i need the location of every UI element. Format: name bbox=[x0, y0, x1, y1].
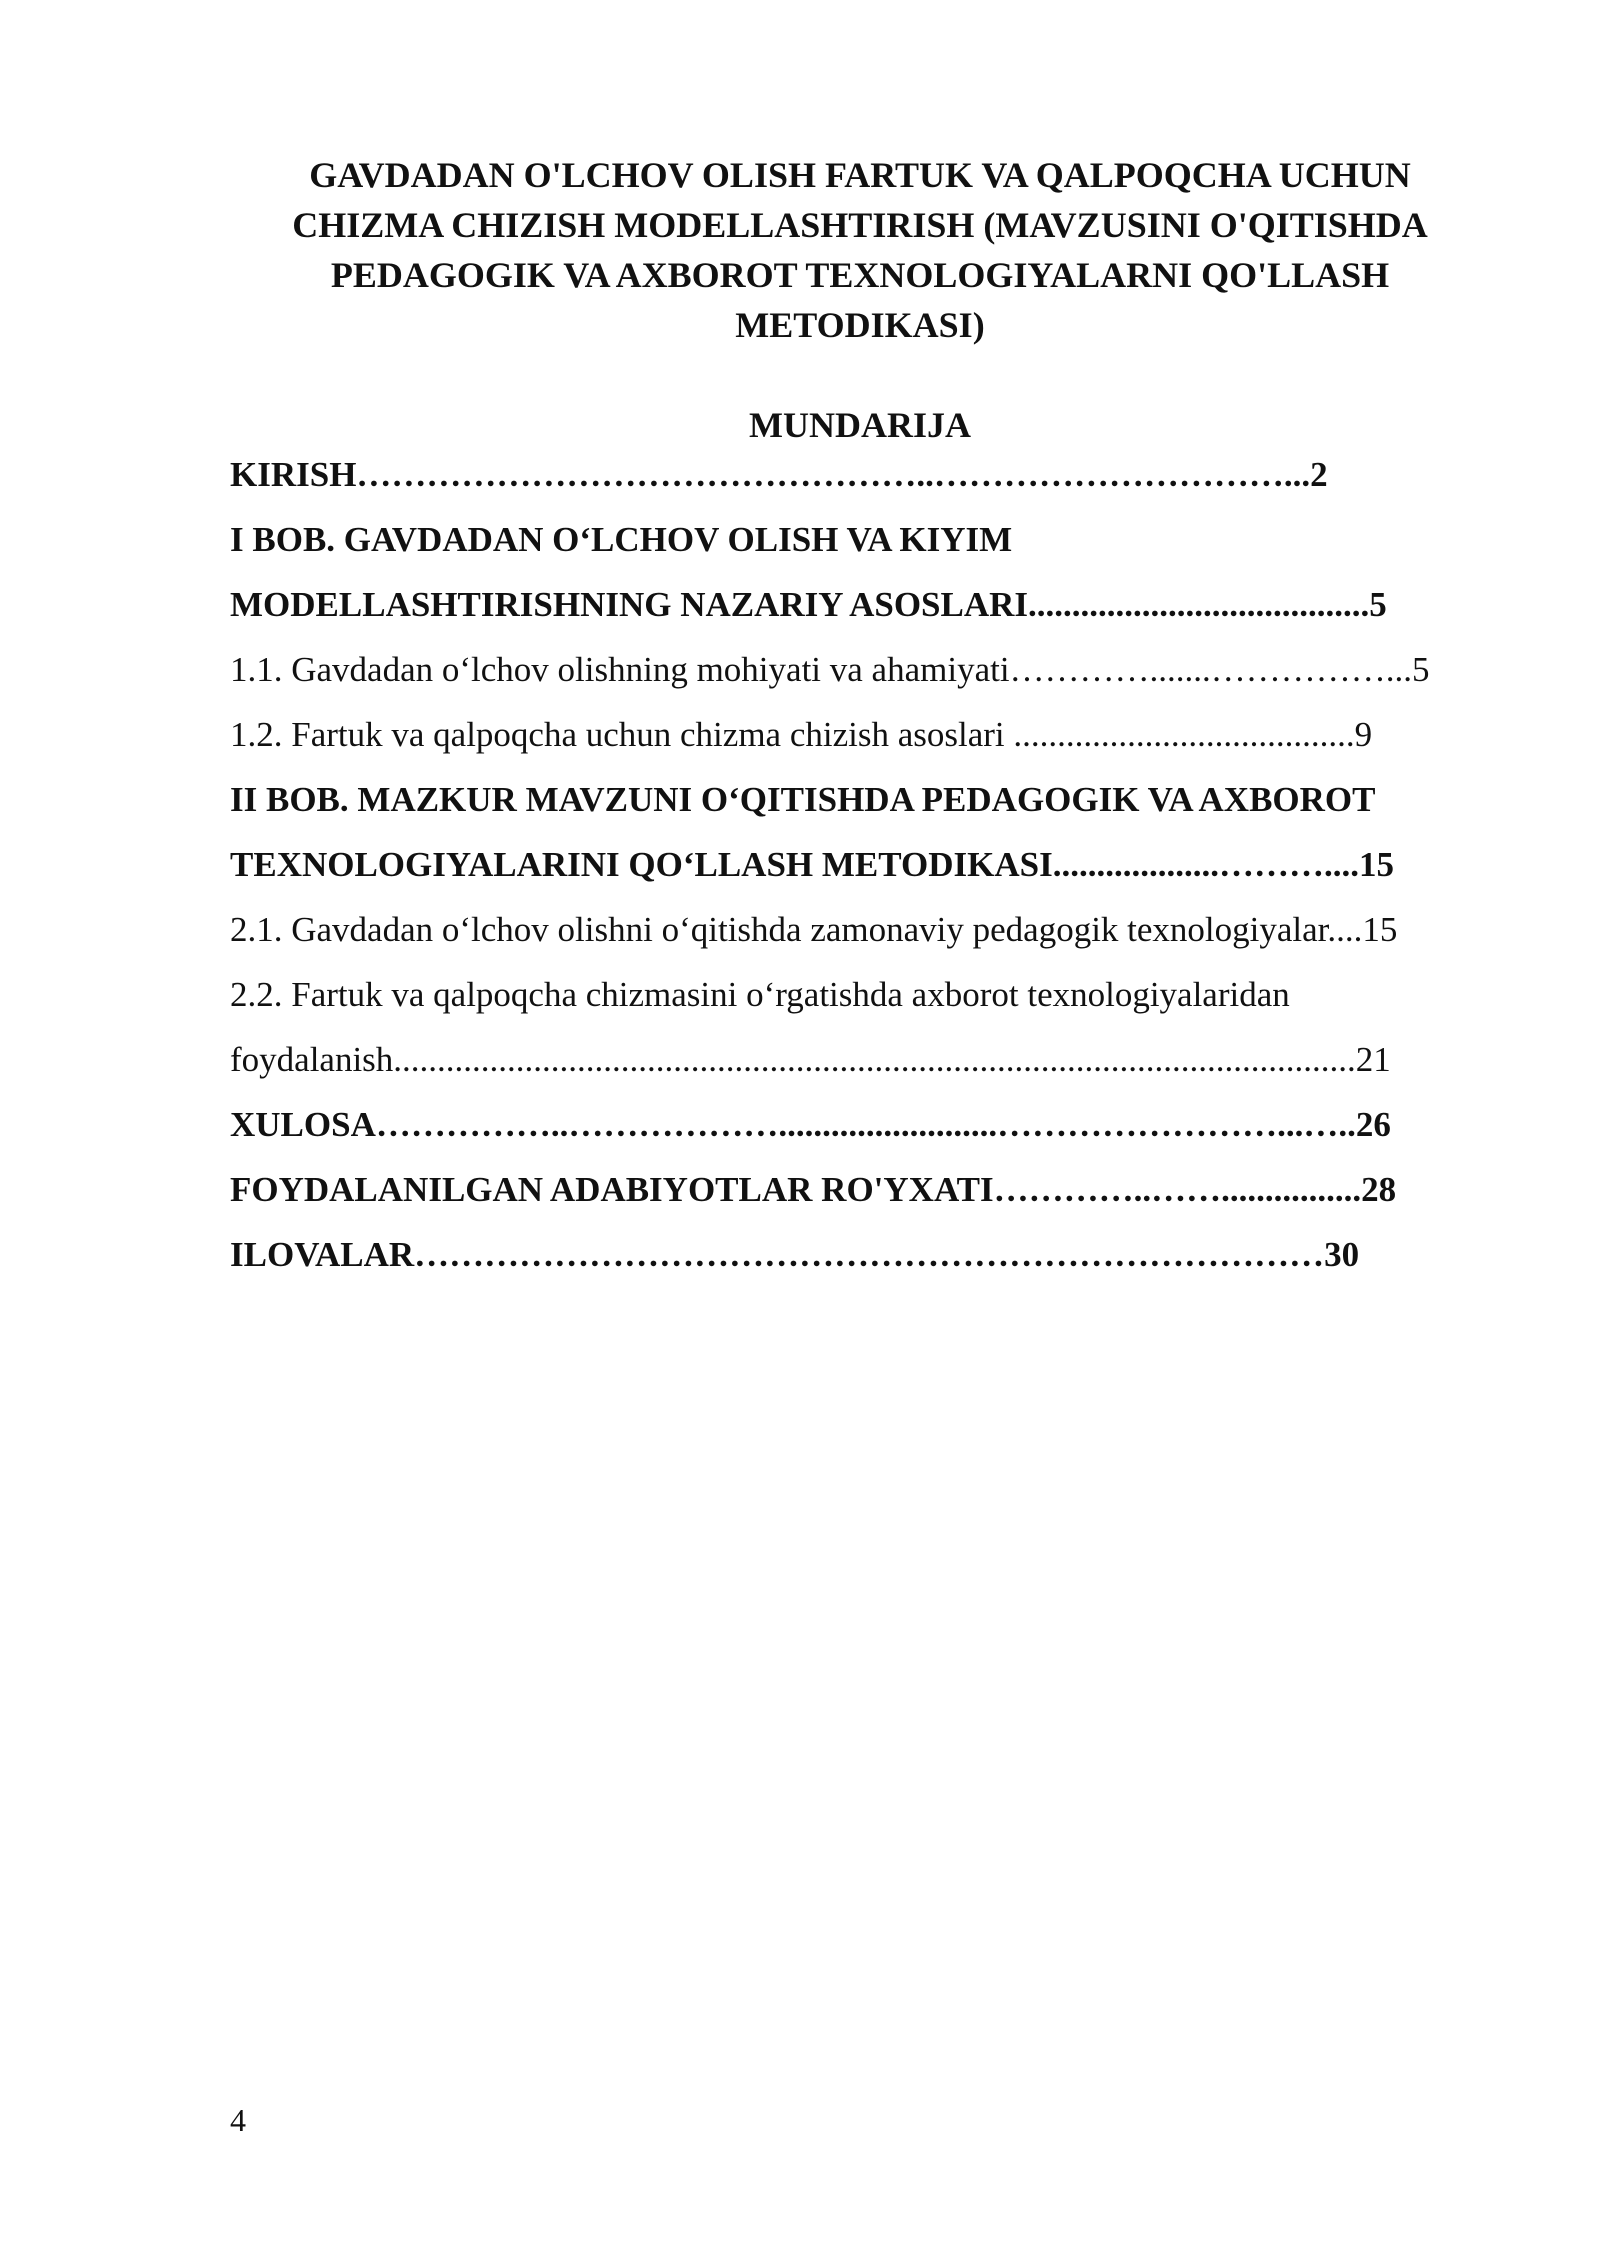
toc-entry-chapter-2-line-2: TEXNOLOGIYALARINI QO‘LLASH METODIKASI...................………....15 bbox=[230, 845, 1394, 884]
title-line-1: GAVDADAN O'LCHOV OLISH FARTUK VA QALPOQCHA UCHUN bbox=[309, 155, 1411, 195]
toc-entry-xulosa: XULOSA……………..……………….........................……………………...…..26 bbox=[230, 1105, 1391, 1144]
toc-heading: MUNDARIJA bbox=[749, 405, 971, 445]
toc-entry-chapter-2-line-1: II BOB. MAZKUR MAVZUNI O‘QITISHDA PEDAGOGIK VA AXBOROT bbox=[230, 780, 1376, 819]
page-number: 4 bbox=[230, 2102, 246, 2138]
toc-entry-section-1-1: 1.1. Gavdadan o‘lchov olishning mohiyati va ahamiyati………….......……………...5 bbox=[230, 650, 1430, 689]
toc-entry-chapter-1-line-2: MODELLASHTIRISHNING NAZARIY ASOSLARI.......................................5 bbox=[230, 585, 1387, 624]
title-line-4: METODIKASI) bbox=[735, 305, 985, 345]
toc-entry-ilovalar: ILOVALAR……………………………………………………………………30 bbox=[230, 1235, 1360, 1274]
toc-entry-section-2-1: 2.1. Gavdadan o‘lchov olishni o‘qitishda zamonaviy pedagogik texnologiyalar....15 bbox=[230, 910, 1398, 949]
table-of-contents bbox=[230, 450, 1490, 1295]
document-title bbox=[230, 150, 1490, 350]
toc-entry-section-2-2-line-2: foydalanish..............................................................................................................21 bbox=[230, 1040, 1391, 1079]
title-line-2: CHIZMA CHIZISH MODELLASHTIRISH (MAVZUSINI O'QITISHDA bbox=[292, 205, 1428, 245]
toc-entry-kirish: KIRISH…………………………………………..…………………………...2 bbox=[230, 455, 1328, 494]
title-line-3: PEDAGOGIK VA AXBOROT TEXNOLOGIYALARNI QO'LLASH bbox=[330, 255, 1390, 295]
toc-entry-bibliography: FOYDALANILGAN ADABIYOTLAR RO'YXATI…………..……................28 bbox=[230, 1170, 1397, 1209]
toc-entry-section-2-2-line-1: 2.2. Fartuk va qalpoqcha chizmasini o‘rgatishda axborot texnologiyalaridan bbox=[230, 975, 1290, 1014]
toc-entry-chapter-1-line-1: I BOB. GAVDADAN O‘LCHOV OLISH VA KIYIM bbox=[230, 520, 1013, 559]
toc-entry-section-1-2: 1.2. Fartuk va qalpoqcha uchun chizma chizish asoslari .......................................9 bbox=[230, 715, 1373, 754]
